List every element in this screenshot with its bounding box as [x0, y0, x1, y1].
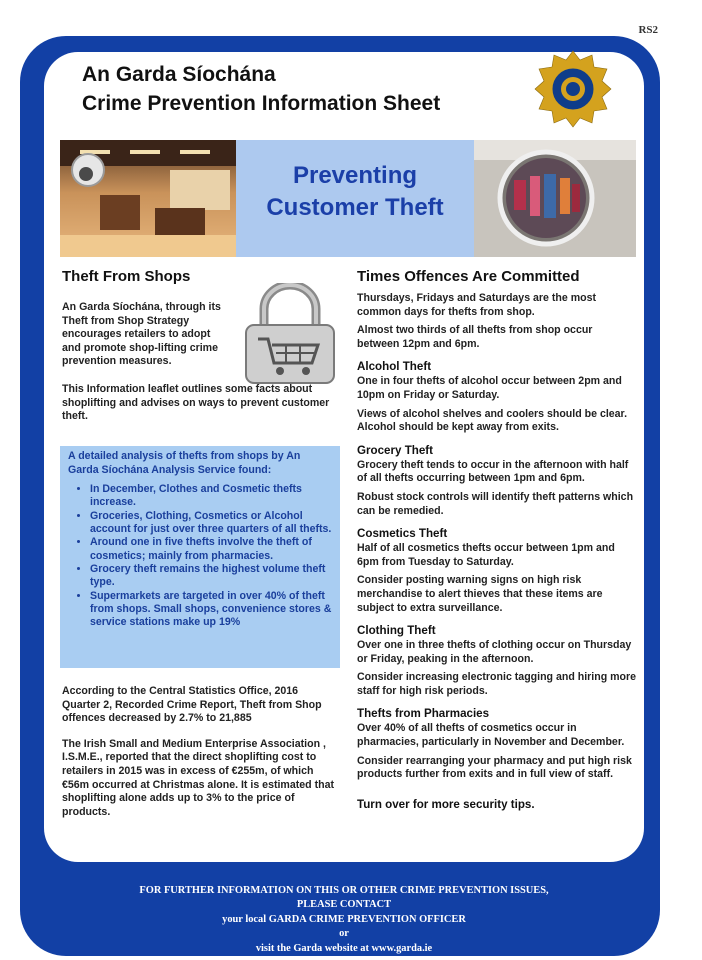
cso-paragraph: According to the Central Statistics Office, 2016 Quarter 2, Recorded Crime Report, Theft from Shop offences decreased by 2.7% to 21,885: [62, 685, 322, 725]
security-mirror-image: [474, 140, 636, 257]
padlock-cart-icon: [242, 283, 338, 387]
clothing-tip: Consider increasing electronic tagging and hiring more staff for high risk periods.: [357, 671, 637, 697]
analysis-intro: A detailed analysis of thefts from shops by An Garda Síochána Analysis Service found:: [68, 450, 301, 476]
leaflet-paragraph: This Information leaflet outlines some facts about shoplifting and advises on ways to prevent customer theft.: [62, 382, 330, 423]
cosmetics-fact: Half of all cosmetics thefts occur between 1pm and 6pm from Tuesday to Saturday.: [357, 542, 615, 568]
theft-from-shops-heading: Theft From Shops: [62, 268, 191, 285]
page-title: [82, 60, 440, 118]
org-name: An Garda Síochána: [82, 63, 276, 86]
turn-over-note: Turn over for more security tips.: [357, 797, 535, 811]
analysis-list: [60, 483, 340, 629]
sheet-subtitle: Crime Prevention Information Sheet: [82, 92, 441, 115]
list-item: • Around one in five thefts involve the theft of cosmetics; mainly from pharmacies.: [90, 536, 340, 563]
list-item: • Grocery theft remains the highest volume theft type.: [90, 563, 340, 590]
footer-contact: FOR FURTHER INFORMATION ON THIS OR OTHER CRIME PREVENTION ISSUES, PLEASE CONTACT your local GARDA CRIME PREVENTION OFFICER or visit the Garda website at www.garda.ie: [44, 884, 644, 956]
alcohol-heading: Alcohol Theft: [357, 360, 432, 374]
pharmacy-fact: Over 40% of all thefts of cosmetics occur in pharmacies, particularly in November and December.: [357, 722, 625, 749]
clothing-heading: Clothing Theft: [357, 624, 436, 638]
left-lower: [62, 685, 334, 819]
banner-title: Preventing Customer Theft: [266, 162, 444, 221]
pharmacy-heading: Thefts from Pharmacies: [357, 707, 490, 721]
analysis-box: [60, 446, 340, 668]
list-item: • Groceries, Clothing, Cosmetics or Alcohol account for just over three quarters of all thefts.: [90, 510, 340, 537]
pharmacy-tip: Consider rearranging your pharmacy and put high risk products further from exits and in full view of staff.: [357, 754, 632, 781]
clothing-fact: Over one in three thefts of clothing occur on Thursday or Friday, peaking in the afternoon.: [357, 639, 632, 665]
list-item: • Supermarkets are targeted in over 40% of theft from shops. Small shops, convenience stores & service stations make up 19%: [90, 590, 340, 630]
sheet-code: RS2: [638, 24, 658, 36]
grocery-fact: Grocery theft tends to occur in the afternoon with half of all thefts occurring between 1pm and 6pm.: [357, 458, 629, 485]
alcohol-fact: One in four thefts of alcohol occur between 2pm and 10pm on Friday or Saturday.: [357, 375, 622, 401]
hours-paragraph: Almost two thirds of all thefts from shop occur between 12pm and 6pm.: [357, 324, 593, 350]
shop-interior-image: [60, 140, 236, 257]
days-paragraph: Thursdays, Fridays and Saturdays are the most common days for thefts from shop.: [357, 292, 597, 318]
strategy-paragraph: An Garda Síochána, through its Theft from Shop Strategy encourages retailers to adopt and promote shop-lifting crime prevention measures.: [62, 301, 221, 368]
garda-crest-icon: [534, 50, 612, 128]
grocery-tip: Robust stock controls will identify theft patterns which can be remedied.: [357, 490, 634, 517]
grocery-heading: Grocery Theft: [357, 443, 434, 457]
right-column: [357, 268, 637, 811]
isme-paragraph: The Irish Small and Medium Enterprise Association , I.S.M.E., reported that the direct shoplifting cost to retailers in 2015 was in excess of €255m, of which €56m occurred at Christmas alone. It is estimated that shoplifting alone adds up to 3% to the price of products.: [62, 737, 334, 818]
times-heading: Times Offences Are Committed: [357, 268, 580, 285]
alcohol-tip: Views of alcohol shelves and coolers should be clear. Alcohol should be kept away from exits.: [357, 407, 628, 434]
cosmetics-tip: Consider posting warning signs on high risk merchandise to alert thieves that these items are subject to extra surveillance.: [357, 574, 603, 614]
list-item: • In December, Clothes and Cosmetic thefts increase.: [90, 483, 340, 510]
cosmetics-heading: Cosmetics Theft: [357, 527, 448, 541]
garda-website-link[interactable]: visit the Garda website at www.garda.ie: [255, 942, 433, 954]
